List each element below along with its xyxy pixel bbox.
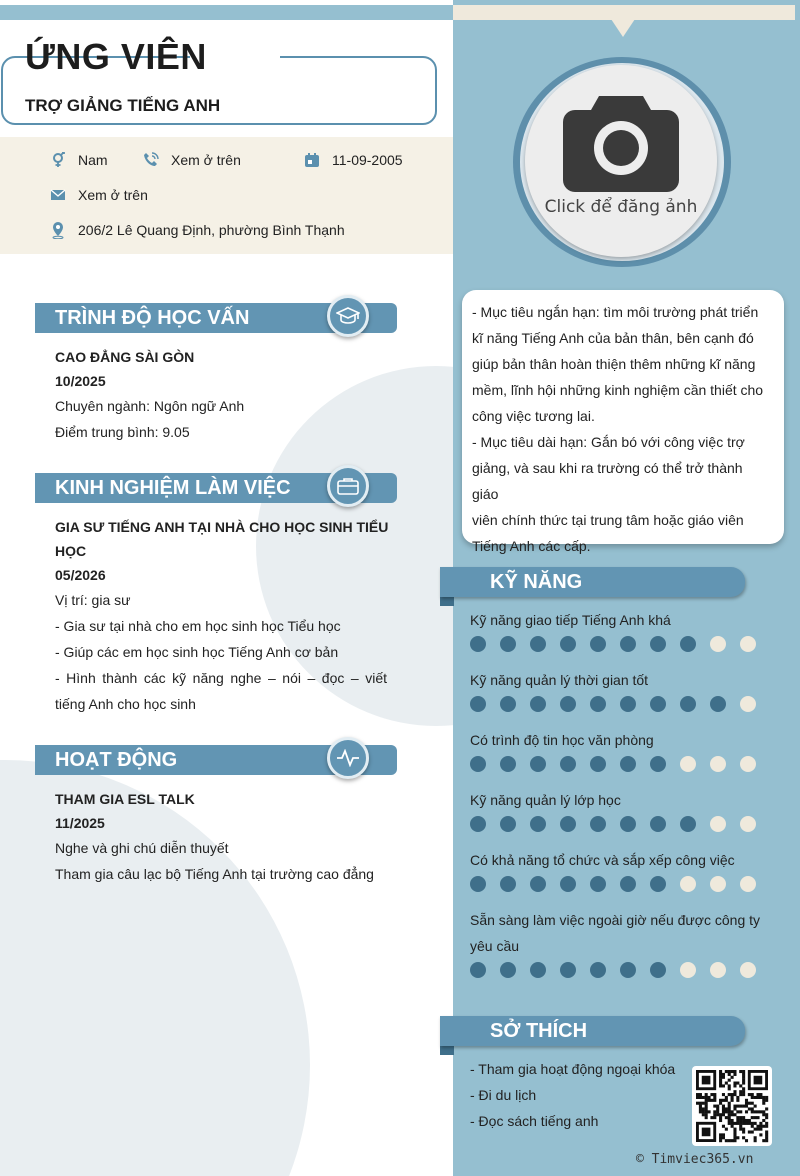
objective-line: viên chính thức tại trung tâm hoặc giáo viên (472, 512, 744, 528)
skill-rating (470, 962, 770, 978)
rating-dot-filled (590, 696, 606, 712)
rating-dot-filled (620, 636, 636, 652)
rating-dot-filled (500, 876, 516, 892)
skill-name[interactable]: Kỹ năng quản lý thời gian tốt (470, 672, 649, 688)
hobby-item[interactable]: - Tham gia hoạt động ngoại khóa (470, 1061, 676, 1077)
top-strip (0, 5, 453, 20)
skill-rating (470, 636, 770, 652)
rating-dot-filled (620, 962, 636, 978)
skill-name[interactable]: Kỹ năng giao tiếp Tiếng Anh khá (470, 612, 671, 628)
rating-dot-filled (470, 816, 486, 832)
briefcase-icon (327, 465, 369, 507)
rating-dot-filled (590, 636, 606, 652)
phone-value: Xem ở trên (171, 152, 241, 168)
rating-dot-filled (680, 696, 696, 712)
experience-role[interactable]: Vị trí: gia sư (55, 592, 131, 608)
rating-dot-empty (710, 816, 726, 832)
email-value: Xem ở trên (78, 187, 148, 203)
rating-dot-filled (650, 816, 666, 832)
job-position[interactable]: TRỢ GIẢNG TIẾNG ANH (25, 96, 221, 115)
rating-dot-filled (590, 756, 606, 772)
rating-dot-empty (740, 696, 756, 712)
experience-date[interactable]: 05/2026 (55, 567, 106, 583)
rating-dot-empty (710, 756, 726, 772)
activity-date[interactable]: 11/2025 (55, 815, 105, 831)
rating-dot-filled (680, 816, 696, 832)
skill-name[interactable]: yêu cầu (470, 938, 520, 954)
rating-dot-filled (710, 696, 726, 712)
education-title[interactable]: TRÌNH ĐỘ HỌC VẤN (55, 307, 250, 329)
rating-dot-filled (500, 696, 516, 712)
camera-icon[interactable] (563, 90, 679, 197)
skills-header (440, 567, 745, 597)
experience-bullet[interactable]: - Hình thành các kỹ năng nghe – nói – đọc – viết (55, 670, 387, 686)
rating-dot-filled (530, 816, 546, 832)
objective-line: kĩ năng Tiếng Anh của bản thân, bên cạnh đó (472, 330, 754, 346)
rating-dot-filled (590, 962, 606, 978)
skill-name[interactable]: Có trình độ tin học văn phòng (470, 732, 654, 748)
experience-bullet[interactable]: tiếng Anh cho học sinh (55, 696, 196, 712)
skills-title[interactable]: KỸ NĂNG (490, 571, 583, 593)
rating-dot-filled (620, 876, 636, 892)
rating-dot-filled (560, 636, 576, 652)
skill-name[interactable]: Kỹ năng quản lý lớp học (470, 792, 621, 808)
skill-rating (470, 696, 770, 712)
objective-line: Tiếng Anh các cấp. (472, 538, 591, 554)
info-phone[interactable] (141, 150, 241, 170)
rating-dot-filled (470, 962, 486, 978)
activity-line[interactable]: Tham gia câu lạc bộ Tiếng Anh tại trường cao đẳng (55, 866, 374, 882)
rating-dot-filled (560, 756, 576, 772)
info-birthday[interactable] (302, 150, 403, 170)
info-gender[interactable] (48, 150, 108, 170)
right-top-band (453, 5, 795, 20)
rating-dot-filled (470, 756, 486, 772)
hobbies-title[interactable]: SỞ THÍCH (490, 1020, 588, 1042)
rating-dot-empty (740, 636, 756, 652)
rating-dot-filled (470, 636, 486, 652)
rating-dot-filled (650, 636, 666, 652)
skill-rating (470, 756, 770, 772)
rating-dot-empty (680, 876, 696, 892)
activity-line[interactable]: Nghe và ghi chú diễn thuyết (55, 840, 229, 856)
rating-dot-empty (710, 876, 726, 892)
rating-dot-filled (620, 816, 636, 832)
career-objective[interactable] (472, 299, 772, 559)
skill-rating (470, 816, 770, 832)
objective-line: - Mục tiêu dài hạn: Gắn bó với công việc trợ (472, 434, 745, 450)
experience-job-title-line1[interactable]: GIA SƯ TIẾNG ANH TẠI NHÀ CHO HỌC SINH TIỂU (55, 519, 389, 535)
upload-photo-label[interactable]: Click để đăng ảnh (544, 197, 698, 217)
rating-dot-empty (740, 962, 756, 978)
rating-dot-filled (560, 876, 576, 892)
rating-dot-filled (530, 636, 546, 652)
objective-line: - Mục tiêu ngắn hạn: tìm môi trường phát triển (472, 304, 759, 320)
rating-dot-filled (500, 756, 516, 772)
rating-dot-filled (500, 962, 516, 978)
skill-name[interactable]: Sẵn sàng làm việc ngoài giờ nếu được công ty (470, 912, 761, 928)
experience-bullet[interactable]: - Gia sư tại nhà cho em học sinh học Tiểu học (55, 618, 341, 634)
objective-line: mềm, lĩnh hội những kinh nghiệm cần thiết cho (472, 382, 764, 398)
rating-dot-filled (650, 696, 666, 712)
address-value: 206/2 Lê Quang Định, phường Bình Thạnh (78, 222, 345, 238)
phone-icon (141, 150, 161, 170)
rating-dot-empty (710, 962, 726, 978)
education-gpa[interactable]: Điểm trung bình: 9.05 (55, 424, 190, 440)
experience-job-title-line2[interactable]: HỌC (55, 543, 87, 559)
rating-dot-empty (680, 962, 696, 978)
education-date[interactable]: 10/2025 (55, 373, 106, 389)
objective-line: giúp bản thân hoàn thiện thêm những kĩ năng (472, 356, 756, 372)
rating-dot-empty (740, 756, 756, 772)
rating-dot-filled (500, 636, 516, 652)
hobby-item[interactable]: - Đi du lịch (470, 1087, 537, 1103)
experience-title[interactable]: KINH NGHIỆM LÀM VIỆC (55, 477, 291, 499)
rating-dot-filled (650, 962, 666, 978)
qr-code (692, 1066, 772, 1146)
experience-bullet[interactable]: - Giúp các em học sinh học Tiếng Anh cơ bản (55, 644, 339, 660)
rating-dot-empty (680, 756, 696, 772)
rating-dot-filled (530, 756, 546, 772)
location-pin-icon (48, 220, 68, 240)
rating-dot-empty (740, 816, 756, 832)
gender-icon (48, 150, 68, 170)
rating-dot-filled (620, 756, 636, 772)
email-icon (48, 185, 68, 205)
gender-value: Nam (78, 152, 108, 168)
rating-dot-filled (560, 962, 576, 978)
rating-dot-filled (500, 816, 516, 832)
birthday-value: 11-09-2005 (332, 152, 403, 168)
pulse-icon (327, 737, 369, 779)
candidate-name[interactable]: ỨNG VIÊN (25, 36, 207, 77)
hobby-item[interactable]: - Đọc sách tiếng anh (470, 1113, 599, 1129)
education-major[interactable]: Chuyên ngành: Ngôn ngữ Anh (55, 398, 245, 414)
skill-name[interactable]: Có khả năng tổ chức và sắp xếp công việc (470, 852, 735, 868)
rating-dot-empty (740, 876, 756, 892)
rating-dot-filled (590, 876, 606, 892)
hobbies-header (440, 1016, 745, 1046)
calendar-icon (302, 150, 322, 170)
info-email[interactable] (48, 185, 148, 205)
rating-dot-filled (530, 876, 546, 892)
right-notch (611, 19, 635, 37)
rating-dot-filled (470, 696, 486, 712)
education-school[interactable]: CAO ĐẲNG SÀI GÒN (55, 349, 195, 365)
activities-title[interactable]: HOẠT ĐỘNG (55, 749, 178, 771)
rating-dot-filled (620, 696, 636, 712)
skill-rating (470, 876, 770, 892)
rating-dot-filled (650, 876, 666, 892)
objective-line: giảng, và sau khi ra trường có thể trở thành giáo (472, 460, 743, 502)
rating-dot-filled (470, 876, 486, 892)
rating-dot-empty (710, 636, 726, 652)
activity-name[interactable]: THAM GIA ESL TALK (55, 791, 195, 807)
graduation-cap-icon (327, 295, 369, 337)
rating-dot-filled (680, 636, 696, 652)
rating-dot-filled (530, 696, 546, 712)
rating-dot-filled (560, 816, 576, 832)
rating-dot-filled (560, 696, 576, 712)
rating-dot-filled (590, 816, 606, 832)
rating-dot-filled (530, 962, 546, 978)
decorative-circle (0, 760, 310, 1176)
objective-line: công việc tương lai. (472, 408, 595, 424)
info-address[interactable] (48, 220, 345, 240)
copyright-text: © Timviec365.vn (636, 1152, 754, 1167)
rating-dot-filled (650, 756, 666, 772)
